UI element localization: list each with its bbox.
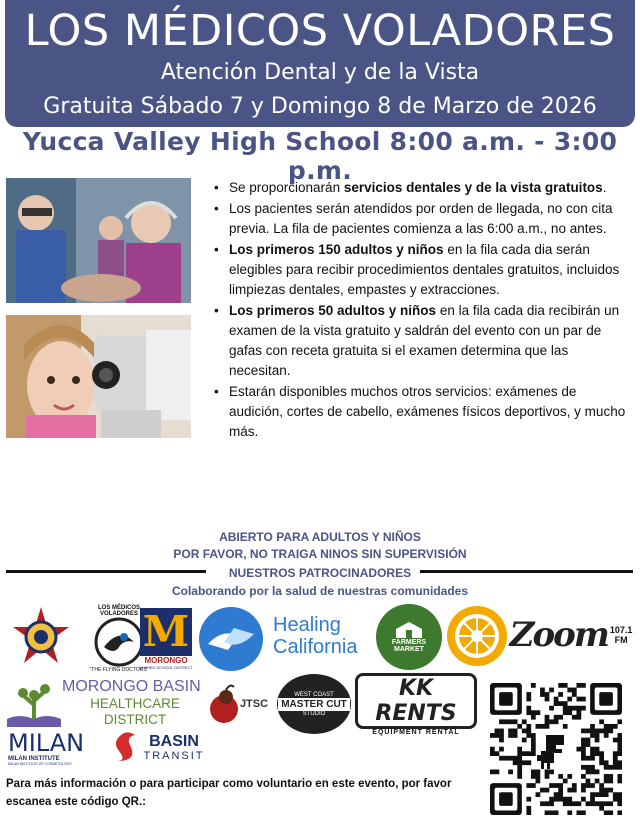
morongo-basin-healthcare-logo [62,678,208,727]
bullet-dental-150: • Los primeros 150 adultos y niños en la fila cada dia serán elegibles para recibir procedimientos dentales gratuitos, incluidos limpiezas dentales, empastes y extracciones. [211,240,629,300]
kk-rents-logo [355,675,477,736]
bullet-services: • Se proporcionarán servicios dentales y de la vista gratuitos. [211,178,629,198]
rotary-wheel-icon [445,604,509,668]
jtsc-text: JTSC [239,698,269,710]
quail-icon [208,683,240,725]
basin-transit-logo [102,728,212,766]
california-text: California [273,636,358,658]
service-details [211,178,629,443]
morongo-usd-sub: UNIFIED SCHOOL DISTRICT [139,665,193,670]
kkrents-sub: EQUIPMENT RENTAL [372,728,460,736]
mastercut-top: WEST COAST [294,691,334,698]
dental-photo [6,178,191,303]
notice-supervision: POR FAVOR, NO TRAIGA NINOS SIN SUPERVISIÓN [173,547,467,561]
bullet-other-services: • Estarán disponibles muchos otros servicios: exámenes de audición, cortes de cabello, exámenes físicos deportivos, y mucho más. [211,382,629,442]
healing-hands-icon [198,606,264,672]
rotary-logo [444,603,510,669]
vfw-logo [6,605,76,673]
transit-text: TRANSIT [143,749,205,762]
eye-exam-photo [6,315,191,438]
bullet-vision-50: • Los primeros 50 adultos y niños en la fila cada dia recibirán un examen de la vista gratuito y saldrán del evento con un par de gafas con receta gratuita si el examen determina que las necesitan. [211,301,629,381]
milan-text: MILAN [8,729,85,757]
sponsors-heading: NUESTROS PATROCINADORES [228,566,412,580]
milan-institute-logo [8,725,88,771]
mastercut-bottom: STUDIO [302,710,326,717]
mastercut-name: MASTER CUT [278,698,350,711]
milan-sub2: MILAN INSTITUTE OF COSMETOLOGY [8,762,72,766]
morongo-usd-logo [137,603,195,675]
basin-swirl-icon [109,731,139,763]
zoom-radio-logo [509,606,633,664]
healing-hands-logo [197,605,265,673]
morongo-m-icon: M [140,608,192,656]
morongo-usd-name: MORONGO [144,656,188,665]
healing-california-logo [273,612,375,660]
qr-code-icon[interactable] [490,683,622,815]
subtitle-dates: Gratuita Sábado 7 y Domingo 8 de Marzo de 2026 [43,94,597,119]
joshua-tree-icon-logo [6,676,62,728]
joshua-tree-icon [7,677,61,727]
zoom-text: Zoom [509,615,608,655]
qr-code[interactable] [490,683,622,815]
vfw-emblem-icon [7,605,75,673]
milan-sub: MILAN INSTITUTE [8,756,60,762]
healing-text: Healing [273,614,341,636]
notice-open-to-all: ABIERTO PARA ADULTOS Y NIÑOS [219,530,421,544]
mbhd-line1: MORONGO BASIN [62,678,201,695]
flying-doctors-name: LOS MÉDICOS VOLADORES [97,605,140,617]
kkrents-name: KK RENTS [355,673,477,729]
farmers-market-logo [375,603,443,671]
event-location: Yucca Valley High School 8:00 a.m. - 3:00 p.m. [22,127,618,185]
page-title: LOS MÉDICOS VOLADORES [24,6,616,56]
master-cut-logo [275,673,353,735]
flying-doctors-tag: "THE FLYING DOCTORS" [89,667,149,673]
subtitle-services: Atención Dental y de la Vista [160,60,480,85]
farmers-text: FARMERS [391,639,427,646]
market-text: MARKET [394,646,424,653]
sponsors-tagline: Colaborando por la salud de nuestras comunidades [171,584,469,598]
mbhd-line2: HEALTHCARE DISTRICT [90,696,180,727]
zoom-frequency: 107.1 FM [609,625,633,645]
dinosaur-icon [537,735,564,769]
jtsc-logo [207,680,269,728]
basin-text: BASIN [149,732,199,750]
header-banner [5,0,635,127]
barn-icon [394,621,424,639]
bullet-first-come: • Los pacientes serán atendidos por orden de llegada, no con cita previa. La fila de pacientes comienza a las 6:00 a.m., no antes. [211,199,629,239]
qr-instructions: Para más información o para participar como voluntario en este evento, por favor escanea este código QR.: [6,778,452,808]
